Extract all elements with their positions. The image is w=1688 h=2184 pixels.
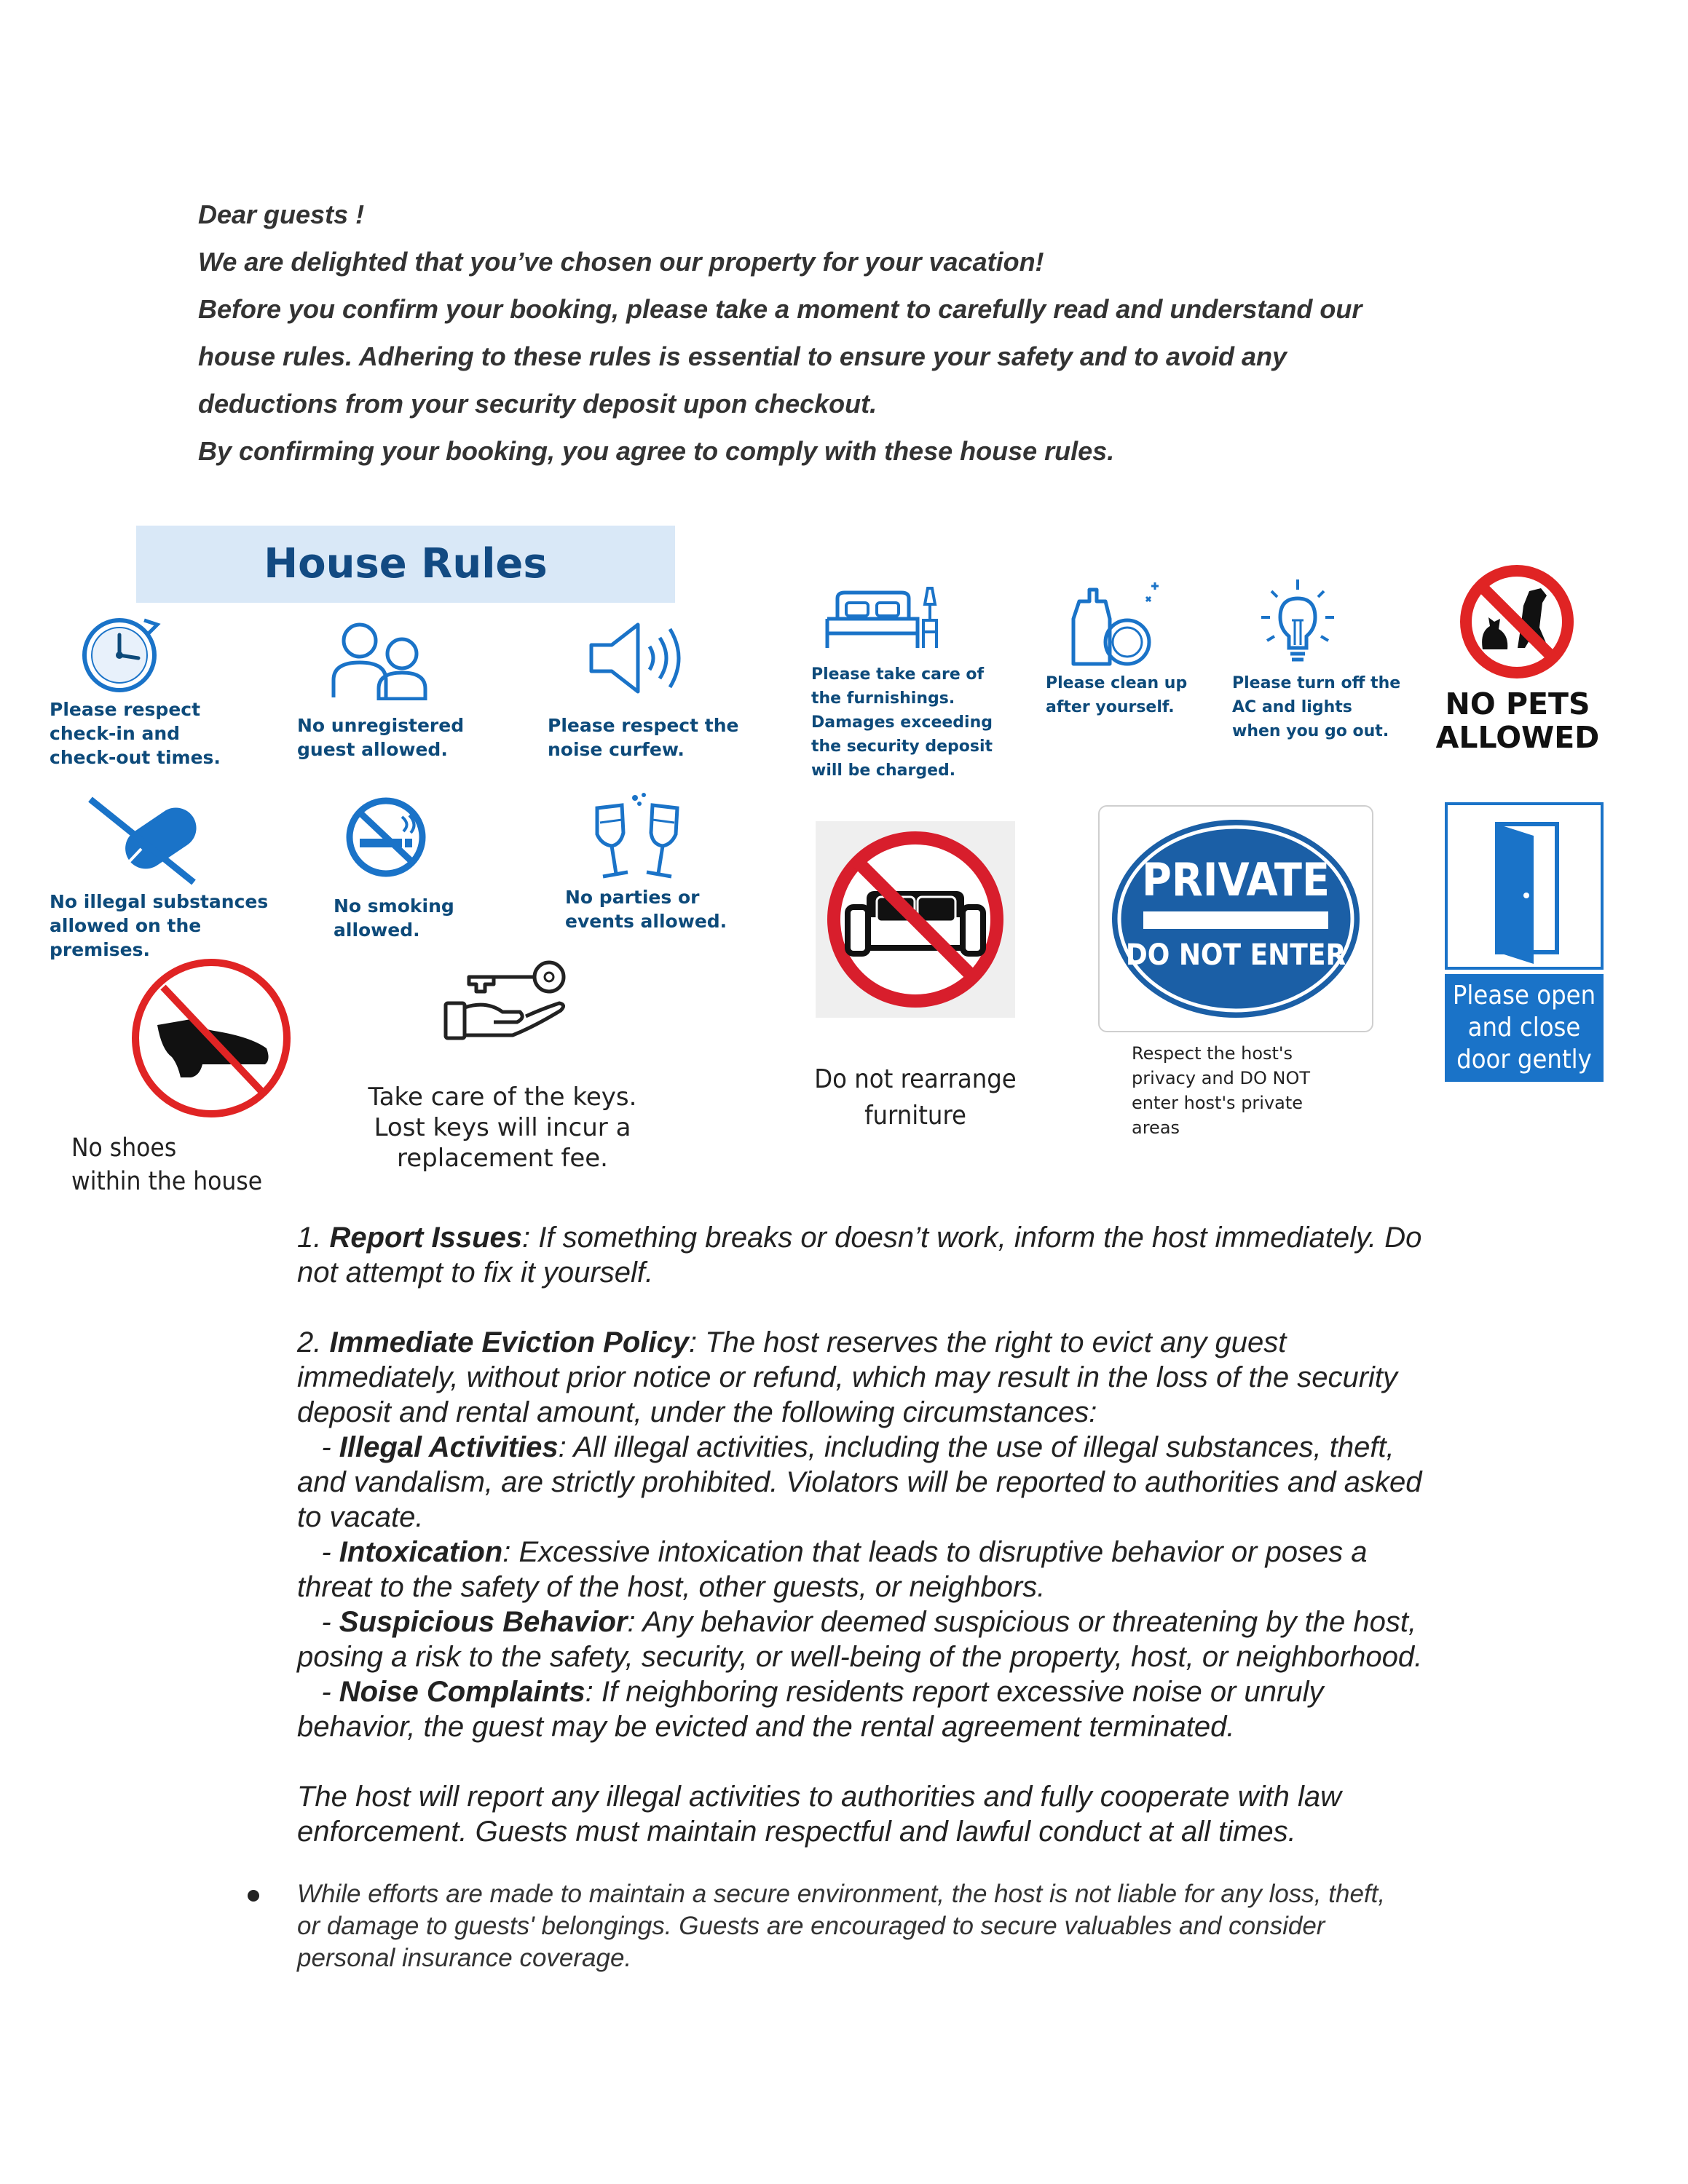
intro-line: By confirming your booking, you agree to comply with these house rules. (198, 436, 1115, 466)
greeting: Dear guests ! (198, 199, 365, 229)
no-pets-icon (1449, 562, 1585, 678)
intro-line: deductions from your security deposit upon checkout. (198, 389, 877, 419)
bullet-marker (248, 1890, 259, 1902)
no-sofa-sign (816, 821, 1015, 1018)
people-icon (329, 619, 434, 700)
closing-line: enforcement. Guests must maintain respectful and lawful conduct at all times. (297, 1816, 1296, 1848)
no-sofa-icon (816, 821, 1015, 1018)
private-caption: Respect the host's privacy and DO NOT enter host's private areas (1132, 1043, 1310, 1138)
pill-icon (84, 794, 201, 888)
substances-caption: No illegal substances allowed on the premises. (50, 891, 269, 960)
house-rules-banner (136, 526, 675, 603)
rule-2-cont: immediately, without prior notice or refund, which may result in the loss of the security (297, 1361, 1398, 1393)
closing-line: The host will report any illegal activities to authorities and fully cooperate with law (297, 1781, 1342, 1813)
house-rules-list (297, 1220, 1491, 1849)
shoes-caption: No shoes within the house (71, 1133, 263, 1196)
door-sign (1445, 802, 1604, 1082)
checkin-caption: Please respect check-in and check-out times. (50, 699, 221, 768)
liability-bullet: While efforts are made to maintain a secure environment, the host is not liable for any loss, theft, or damage to guests' belongings. Guests are encouraged to secure valuables and consider personal insurance coverage. (297, 1880, 1386, 1972)
champagne-icon (583, 791, 692, 885)
furniture-caption: Do not rearrange furniture (814, 1064, 1017, 1131)
bed-icon (823, 575, 939, 655)
private-sign (1098, 805, 1373, 1032)
intro-line: house rules. Adhering to these rules is essential to ensure your safety and to avoid any (198, 341, 1287, 371)
no-pets-caption: NO PETS ALLOWED (1435, 687, 1600, 755)
private-sign-bottom: DO NOT ENTER (1125, 938, 1346, 972)
smoking-caption: No smoking allowed. (334, 895, 454, 941)
no-smoking-icon (335, 795, 437, 879)
rule-2: 2. Immediate Eviction Policy: The host reserves the right to evict any guest (297, 1326, 1287, 1358)
private-sign-top: PRIVATE (1141, 853, 1330, 906)
subrule-noise: - Noise Complaints: If neighboring residents report excessive noise or unruly (297, 1676, 1324, 1708)
keys-caption: Take care of the keys. Lost keys will incur a replacement fee. (368, 1083, 637, 1173)
intro-line: We are delighted that you’ve chosen our property for your vacation! (198, 247, 1044, 277)
private-sign-icon (1100, 807, 1372, 1031)
no-shoes-icon (128, 955, 294, 1121)
intro-line: Before you confirm your booking, please take a moment to carefully read and understand our (198, 294, 1362, 324)
clock-icon (71, 613, 170, 695)
door-icon (1445, 802, 1604, 970)
subrule-noise-cont: behavior, the guest may be evicted and the rental agreement terminated. (297, 1711, 1235, 1743)
subrule-illegal-cont: and vandalism, are strictly prohibited. Violators will be reported to authorities and asked (297, 1466, 1422, 1498)
subrule-suspicious: - Suspicious Behavior: Any behavior deemed suspicious or threatening by the host, (297, 1606, 1417, 1638)
key-hand-icon (440, 946, 571, 1048)
subrule-illegal: - Illegal Activities: All illegal activities, including the use of illegal substances, theft, (297, 1431, 1395, 1463)
rule-1: 1. Report Issues: If something breaks or doesn’t work, inform the host immediately. Do (297, 1222, 1422, 1254)
parties-caption: No parties or events allowed. (565, 887, 727, 932)
subrule-intoxication: - Intoxication: Excessive intoxication that leads to disruptive behavior or poses a (297, 1536, 1368, 1568)
rule-1-cont: not attempt to fix it yourself. (297, 1257, 654, 1289)
guests-caption: No unregistered guest allowed. (297, 715, 465, 760)
subrule-illegal-cont: to vacate. (297, 1501, 424, 1533)
intro-text (198, 191, 1509, 475)
speaker-icon (587, 620, 685, 696)
cleaning-icon (1065, 575, 1161, 670)
subrule-intoxication-cont: threat to the safety of the host, other guests, or neighbors. (297, 1571, 1046, 1603)
lights-caption: Please turn off the AC and lights when you go out. (1232, 674, 1401, 740)
lightbulb-icon (1251, 575, 1344, 668)
house-rules-title: House Rules (264, 540, 548, 587)
door-caption: Please open and close door gently (1445, 974, 1604, 1082)
furnishings-caption: Please take care of the furnishings. Damages exceeding the security deposit will be charged. (811, 665, 993, 780)
clean-caption: Please clean up after yourself. (1046, 674, 1188, 716)
subrule-suspicious-cont: posing a risk to the safety, security, or well-being of the property, host, or neighborhood. (297, 1641, 1423, 1673)
rule-2-cont: deposit and rental amount, under the following circumstances: (297, 1396, 1097, 1428)
noise-caption: Please respect the noise curfew. (548, 715, 739, 760)
